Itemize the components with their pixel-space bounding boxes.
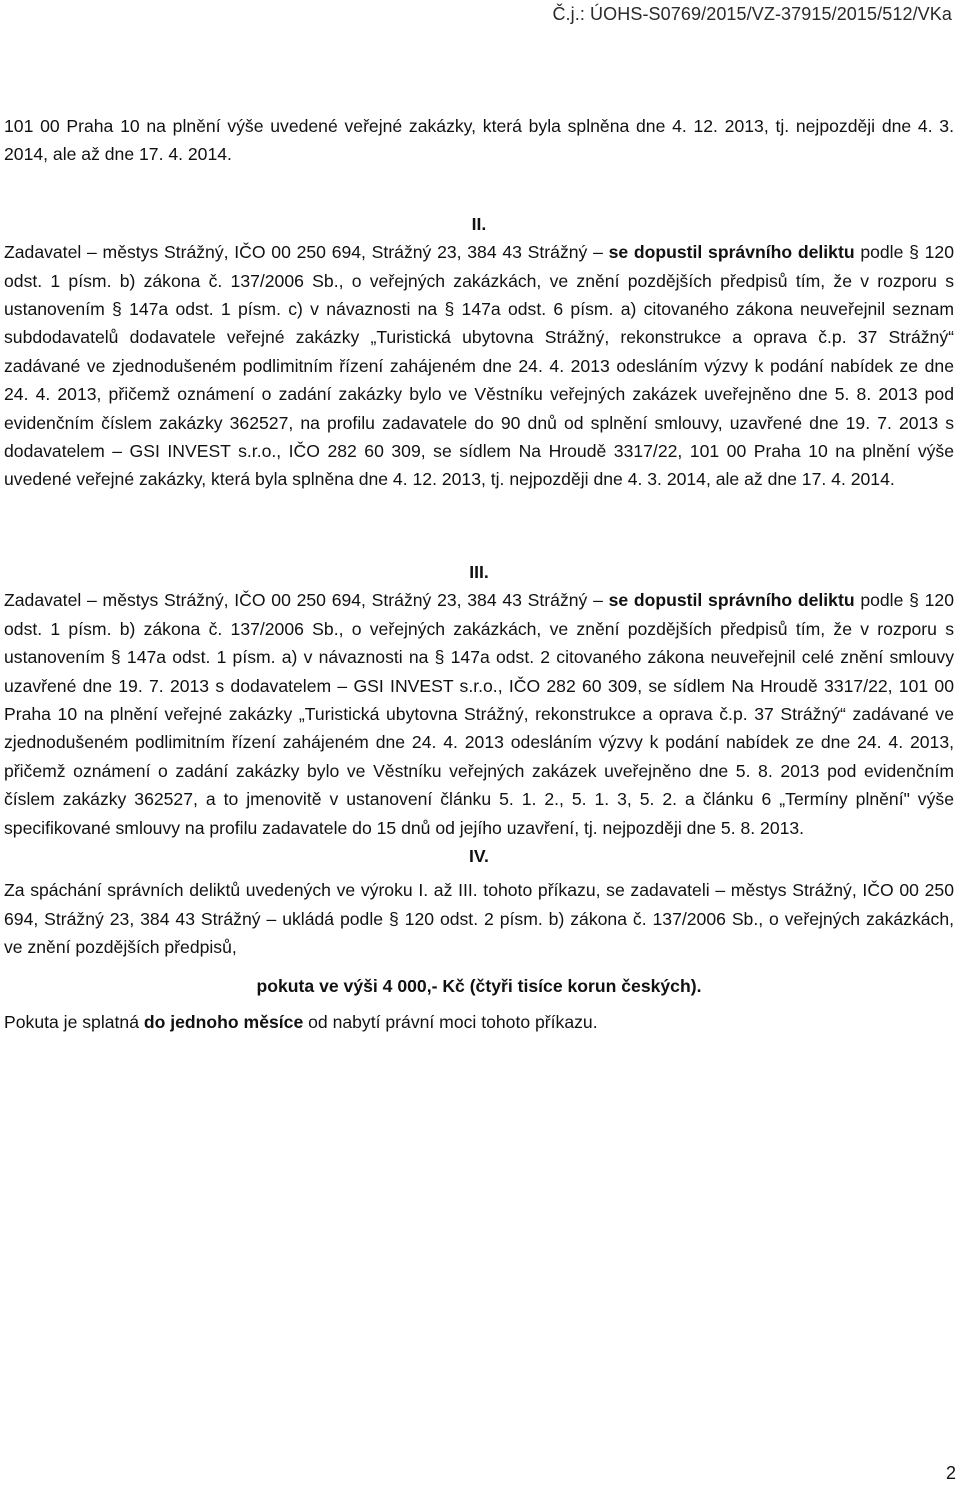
section-heading-iv: IV. (469, 845, 489, 866)
document-body (4, 112, 954, 1036)
section-iv-paragraph: Za spáchání správních deliktů uvedených ve výroku I. až III. tohoto příkazu, se zadavateli – městys Strážný, IČO 00 250 694, Strážný 23, 384 43 Strážný – ukládá podle § 120 odst. 2 písm. b) zákona č. 137/2006 Sb., o veřejných zakázkách, ve znění pozdějších předpisů, (4, 880, 954, 958)
section-ii-lead: Zadavatel – městys Strážný, IČO 00 250 694, Strážný 23, 384 43 Strážný – (4, 242, 609, 263)
section-iii-rest: podle § 120 odst. 1 písm. b) zákona č. 137/2006 Sb., o veřejných zakázkách, ve znění pozdějších předpisů tím, že v rozporu s ustanovením § 147a odst. 1 písm. a) v návaznosti na § 147a odst. 2 citovaného zákona neuveřejnil celé znění smlouvy uzavřené dne 19. 7. 2013 s dodavatelem – GSI INVEST s.r.o., IČO 282 60 309, se sídlem Na Hroudě 3317/22, 101 00 Praha 10 na plnění veřejné zakázky „Turistická ubytovna Strážný, rekonstrukce a oprava č.p. 37 Strážný“ zadávané ve zjednodušeném podlimitním řízení zahájeném dne 24. 4. 2013 odesláním výzvy k podání nabídek ze dne 24. 4. 2013, přičemž oznámení o zadání zakázky bylo ve Věstníku veřejných zakázek uveřejněno dne 5. 8. 2013 pod evidenčním číslem zakázky 362527, a to jmenovitě v ustanovení článku 5. 1. 2., 5. 1. 3, 5. 2. a článku 6 „Termíny plnění" výše specifikované smlouvy na profilu zadavatele do 15 dnů od jejího uzavření, tj. nejpozději dne 5. 8. 2013. (4, 590, 954, 838)
section-iii-lead: Zadavatel – městys Strážný, IČO 00 250 694, Strážný 23, 384 43 Strážný – (4, 590, 609, 611)
section-iii-paragraph (4, 586, 954, 842)
section-ii-paragraph (4, 238, 954, 494)
penalty-statement: pokuta ve výši 4 000,- Kč (čtyři tisíce korun českých). (256, 975, 702, 996)
section-heading-iii: III. (469, 561, 489, 582)
payment-lead: Pokuta je splatná (4, 1011, 144, 1032)
section-ii-rest: podle § 120 odst. 1 písm. b) zákona č. 137/2006 Sb., o veřejných zakázkách, ve znění pozdějších předpisů tím, že v rozporu s ustanovením § 147a odst. 1 písm. c) v návaznosti na § 147a odst. 6 písm. a) citovaného zákona neuveřejnil seznam subdodavatelů dodavatele veřejné zakázky „Turistická ubytovna Strážný, rekonstrukce a oprava č.p. 37 Strážný“ zadávané ve zjednodušeném podlimitním řízení zahájeném dne 24. 4. 2013 odesláním výzvy k podání nabídek ze dne 24. 4. 2013, přičemž oznámení o zadání zakázky bylo ve Věstníku veřejných zakázek uveřejněno dne 5. 8. 2013 pod evidenčním číslem zakázky 362527, na profilu zadavatele do 90 dnů od splnění smlouvy, uzavřené dne 19. 7. 2013 s dodavatelem – GSI INVEST s.r.o., IČO 282 60 309, se sídlem Na Hroudě 3317/22, 101 00 Praha 10 na plnění výše uvedené veřejné zakázky, která byla splněna dne 4. 12. 2013, tj. nejpozději dne 4. 3. 2014, ale až dne 17. 4. 2014. (4, 242, 954, 490)
intro-paragraph: 101 00 Praha 10 na plnění výše uvedené veřejné zakázky, která byla splněna dne 4. 12. 2013, tj. nejpozději dne 4. 3. 2014, ale až dne 17. 4. 2014. (4, 116, 954, 165)
payment-deadline: do jednoho měsíce (143, 1011, 304, 1032)
section-iii-bold: se dopustil správního deliktu (608, 590, 855, 611)
section-ii-bold: se dopustil správního deliktu (608, 242, 855, 263)
case-reference-header: Č.j.: ÚOHS-S0769/2015/VZ-37915/2015/512/VKa (552, 4, 952, 24)
section-heading-ii: II. (471, 213, 487, 234)
payment-paragraph (4, 1008, 954, 1036)
page-number: 2 (945, 1463, 956, 1483)
payment-rest: od nabytí právní moci tohoto příkazu. (303, 1011, 598, 1032)
